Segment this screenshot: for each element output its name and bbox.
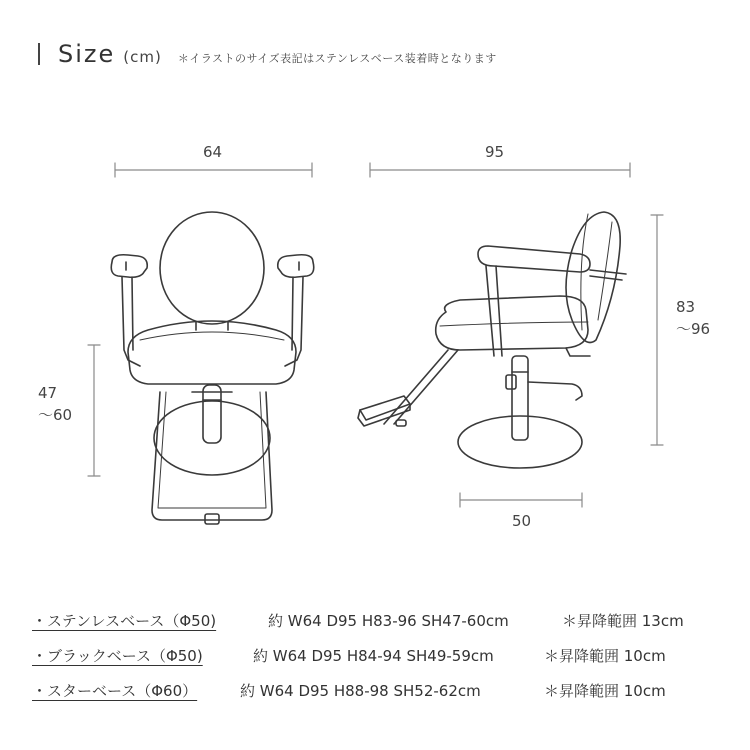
side-height-min: 83 (676, 298, 696, 316)
spec-row-black (32, 645, 732, 680)
side-pump-block (506, 375, 516, 389)
front-seat-cushion (128, 321, 296, 384)
side-backrest (566, 212, 620, 343)
front-left-armpad (111, 255, 147, 278)
front-seat-height-label (38, 382, 72, 426)
side-height-label (676, 296, 710, 340)
side-footrest-bar (384, 350, 448, 424)
front-column (203, 385, 221, 443)
spec-row-star (32, 680, 732, 715)
side-height-dimension-line (651, 215, 663, 445)
front-width-label: 64 (203, 143, 223, 161)
side-column (512, 356, 528, 440)
front-seat-height-dimension-line (88, 345, 100, 476)
side-base-dimension-line (460, 493, 582, 507)
spec-name: ・ステンレスベース（Φ50) (32, 612, 217, 630)
front-base-plate (154, 401, 270, 475)
front-right-armpad (278, 255, 314, 278)
side-height-max: ～96 (676, 320, 711, 338)
side-depth-dimension-line (370, 163, 630, 177)
side-armrest (478, 246, 590, 272)
side-base-disc (458, 416, 582, 468)
front-width-dimension-line (115, 163, 312, 177)
spec-name: ・スターベース（Φ60） (32, 682, 198, 700)
front-seat-height-min: 47 (38, 384, 58, 402)
chair-side-view (358, 163, 663, 507)
spec-range: ＊昇降範囲 10cm (544, 647, 666, 665)
chair-front-view (88, 163, 314, 524)
spec-list (32, 610, 732, 715)
spec-range: ＊昇降範囲 13cm (562, 612, 684, 630)
spec-name: ・ブラックベース（Φ50) (32, 647, 203, 665)
front-footrest-frame (152, 392, 272, 520)
size-title: Size (58, 40, 116, 68)
front-seat-height-max: ～60 (38, 406, 73, 424)
side-footrest-plate (360, 396, 410, 420)
unit-label: (cm) (123, 48, 162, 66)
spec-size: 約 W64 D95 H84-94 SH49-59cm (253, 647, 494, 665)
spec-size: 約 W64 D95 H88-98 SH52-62cm (240, 682, 481, 700)
side-depth-label: 95 (485, 143, 505, 161)
spec-range: ＊昇降範囲 10cm (544, 682, 666, 700)
spec-size: 約 W64 D95 H83-96 SH47-60cm (268, 612, 509, 630)
illustration-note: ＊イラストのサイズ表記はステンレスベース装着時となります (177, 52, 497, 65)
front-backrest (160, 212, 264, 324)
spec-row-stainless (32, 610, 732, 645)
base-diameter-label: 50 (512, 512, 532, 530)
